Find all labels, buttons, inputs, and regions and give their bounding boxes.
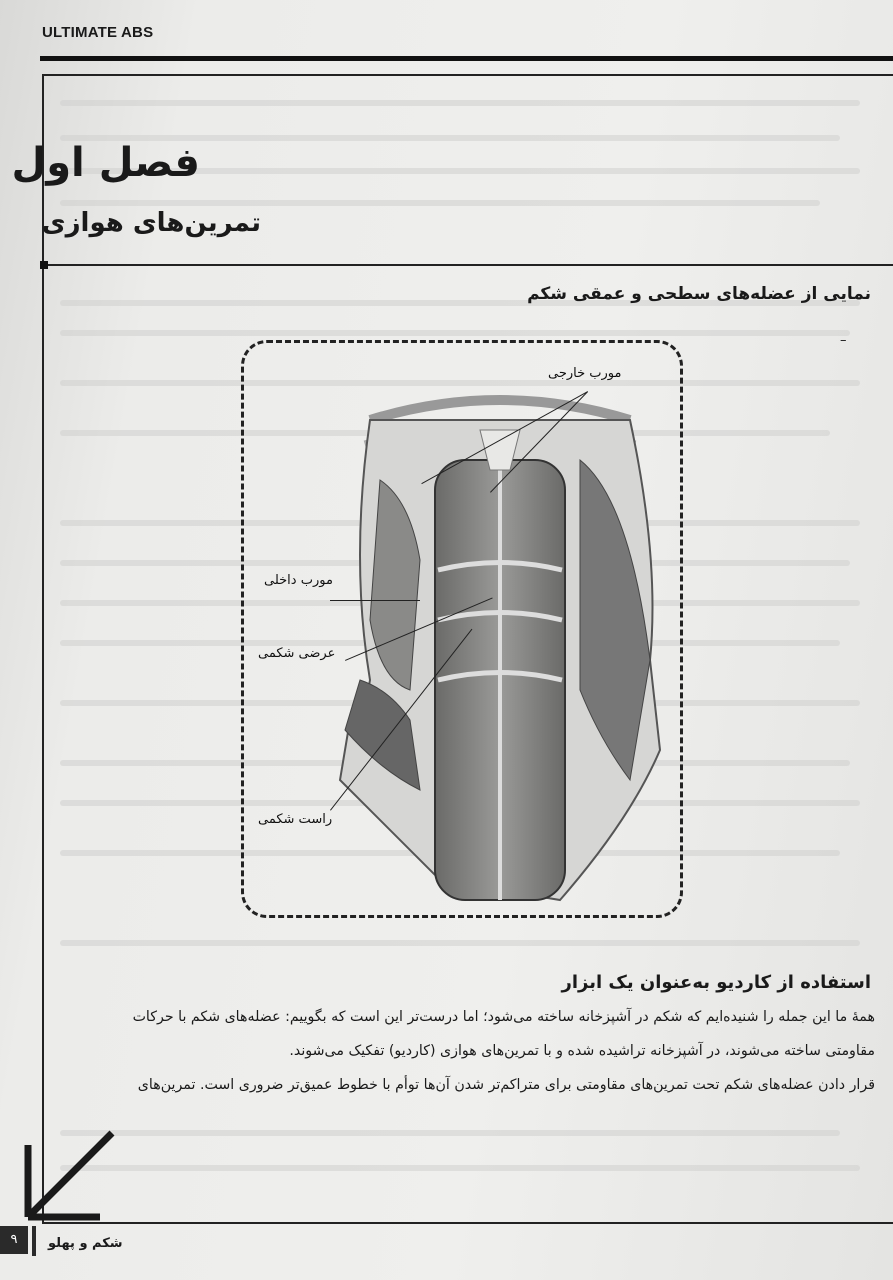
running-header: ULTIMATE ABS <box>42 24 154 41</box>
stray-dash: – <box>840 333 847 348</box>
abdominal-muscles-illustration <box>330 360 670 920</box>
body-paragraph <box>45 1000 875 1102</box>
chapter-title: فصل اول <box>11 140 200 186</box>
label-external-oblique: مورب خارجی <box>548 366 622 381</box>
label-internal-oblique: مورب داخلی <box>264 573 333 588</box>
corner-arrow-icon <box>20 1125 120 1225</box>
label-rectus-abdominis: راست شکمی <box>258 812 333 827</box>
footer-title: شکم و پهلو <box>48 1236 123 1251</box>
label-transverse-abdominis: عرضی شکمی <box>258 646 336 661</box>
footer-rule <box>42 1222 893 1224</box>
section-divider <box>42 264 893 266</box>
page-number: ۹ <box>0 1226 28 1254</box>
header-rule <box>40 56 893 61</box>
leader-internal-oblique <box>330 600 420 601</box>
body-line: قرار دادن عضله‌های شکم تحت تمرین‌های مقاومتی برای متراکم‌تر شدن آن‌ها توأم با خطوط عمیق‌تر ضروری است. تمرین‌های <box>137 1077 875 1093</box>
body-line: مقاومتی ساخته می‌شوند، در آشپزخانه تراشیده شده و با تمرین‌های هوازی (کاردیو) تفکیک می‌شوند. <box>289 1043 875 1059</box>
chapter-subtitle: تمرین‌های هوازی <box>41 208 261 238</box>
footer-bar <box>32 1226 36 1256</box>
divider-marker <box>40 261 48 269</box>
section-heading-cardio: استفاده از کاردیو به‌عنوان یک ابزار <box>561 972 871 993</box>
body-line: همهٔ ما این جمله را شنیده‌ایم که شکم در آشپزخانه ساخته می‌شود؛ اما درست‌تر این است که بگوییم: عضله‌های شکم با حرکات <box>132 1009 875 1025</box>
figure-heading: نمایی از عضله‌های سطحی و عمقی شکم <box>527 284 871 304</box>
